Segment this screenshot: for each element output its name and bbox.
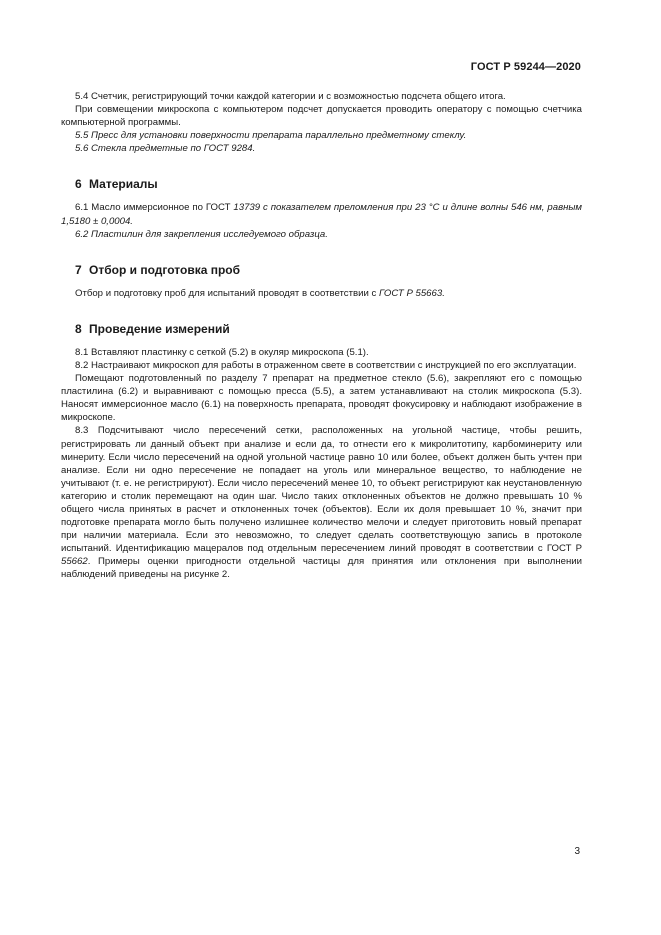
section-8-title: Проведение измерений	[89, 321, 230, 336]
paragraph-6-1	[61, 201, 582, 227]
section-8-heading	[61, 322, 582, 337]
paragraph-8-1: 8.1 Вставляют пластинку с сеткой (5.2) в окуляр микроскопа (5.1).	[75, 346, 369, 358]
paragraph-6-1-rest: 13739 с показателем преломления при 23 °С и длине волны 546 нм, равным 1,5180 ± 0,0004.	[61, 202, 582, 227]
section-6-heading	[61, 177, 582, 192]
paragraph-5-4-note: При совмещении микроскопа с компьютером подсчет допускается проводить оператору с помощью счетчика компьютерной программы.	[61, 104, 582, 129]
paragraph-7	[61, 287, 582, 300]
section-6-number: 6	[75, 177, 82, 192]
paragraph-5-6: 5.6 Стекла предметные по ГОСТ 9284.	[75, 143, 256, 155]
paragraph-6-2: 6.2 Пластилин для закрепления исследуемого образца.	[75, 228, 328, 240]
paragraph-8-2: 8.2 Настраивают микроскоп для работы в отраженном свете в соответствии с инструкцией по его эксплуатации.	[75, 359, 577, 371]
paragraph-7-standard: ГОСТ Р 55663.	[378, 287, 445, 299]
section-7-number: 7	[75, 262, 82, 277]
paragraph-5-4: 5.4 Счетчик, регистрирующий точки каждой категории и с возможностью подсчета общего итога.	[75, 91, 506, 102]
section-6-title: Материалы	[89, 177, 158, 192]
paragraph-8-3-end: . Примеры оценки пригодности отдельной частицы для принятия или отклонения при выполнении наблюдений приведены на рисунке 2.	[61, 556, 582, 581]
paragraph-8-2-continued: Помещают подготовленный по разделу 7 препарат на предметное стекло (5.6), закрепляют его с помощью пластилина (6.2) и выравнивают с помощью пресса (5.5), а затем устанавливают на столик микроскопа (5.3). Наносят иммерсионное масло (6.1) на поверхность препарата, проводят фокусировку и наблюдают изображение в микроскопе.	[61, 373, 582, 424]
page-number: 3	[574, 846, 580, 857]
section-8-number: 8	[75, 321, 82, 336]
section-7-title: Отбор и подготовка проб	[89, 262, 241, 277]
section-7-heading	[61, 263, 582, 278]
paragraph-6-1-start: 6.1 Масло иммерсионное по ГОСТ	[75, 202, 234, 214]
paragraph-8-3-standard: 55662	[61, 556, 88, 568]
paragraph-8-3-main: 8.3 Подсчитывают число пересечений сетки, расположенных на угольной частице, чтобы решить, регистрировать ли данный объект при анализе и если да, то отнести его к микролитотипу, карбоминериту или минериту. Если число пересечений на одной угольной частице равно 10 или более, объект должен быть учтен при анализе. Если ни одно пересечение не попадает на уголь или минеральное вещество, то наблюдение не учитывают (т. е. не регистрируют). Если число пересечений менее 10, то объект регистрируют как неустановленную категорию и столик перемещают на один шаг. Число таких отклоненных объектов не должно превышать 10 % общего числа принятых в расчет и отклоненных точек (объектов). Если их доля превышает 10 %, значит при подготовке препарата могло быть получено излишнее количество мелочи и следует приготовить новый препарат при наличии материала. Если это невозможно, то следует сделать соответствующую запись в протоколе испытаний. Идентификацию мацералов под отдельным пересечением линий проводят в соответствии с ГОСТ Р	[61, 425, 582, 555]
page-body	[61, 90, 582, 582]
paragraph-7-start: Отбор и подготовку проб для испытаний проводят в соответствии с	[75, 287, 379, 299]
paragraph-5-5: 5.5 Пресс для установки поверхности препарата параллельно предметному стеклу.	[75, 130, 467, 142]
paragraph-8-3	[61, 424, 582, 581]
document-code-header: ГОСТ Р 59244—2020	[470, 61, 581, 73]
